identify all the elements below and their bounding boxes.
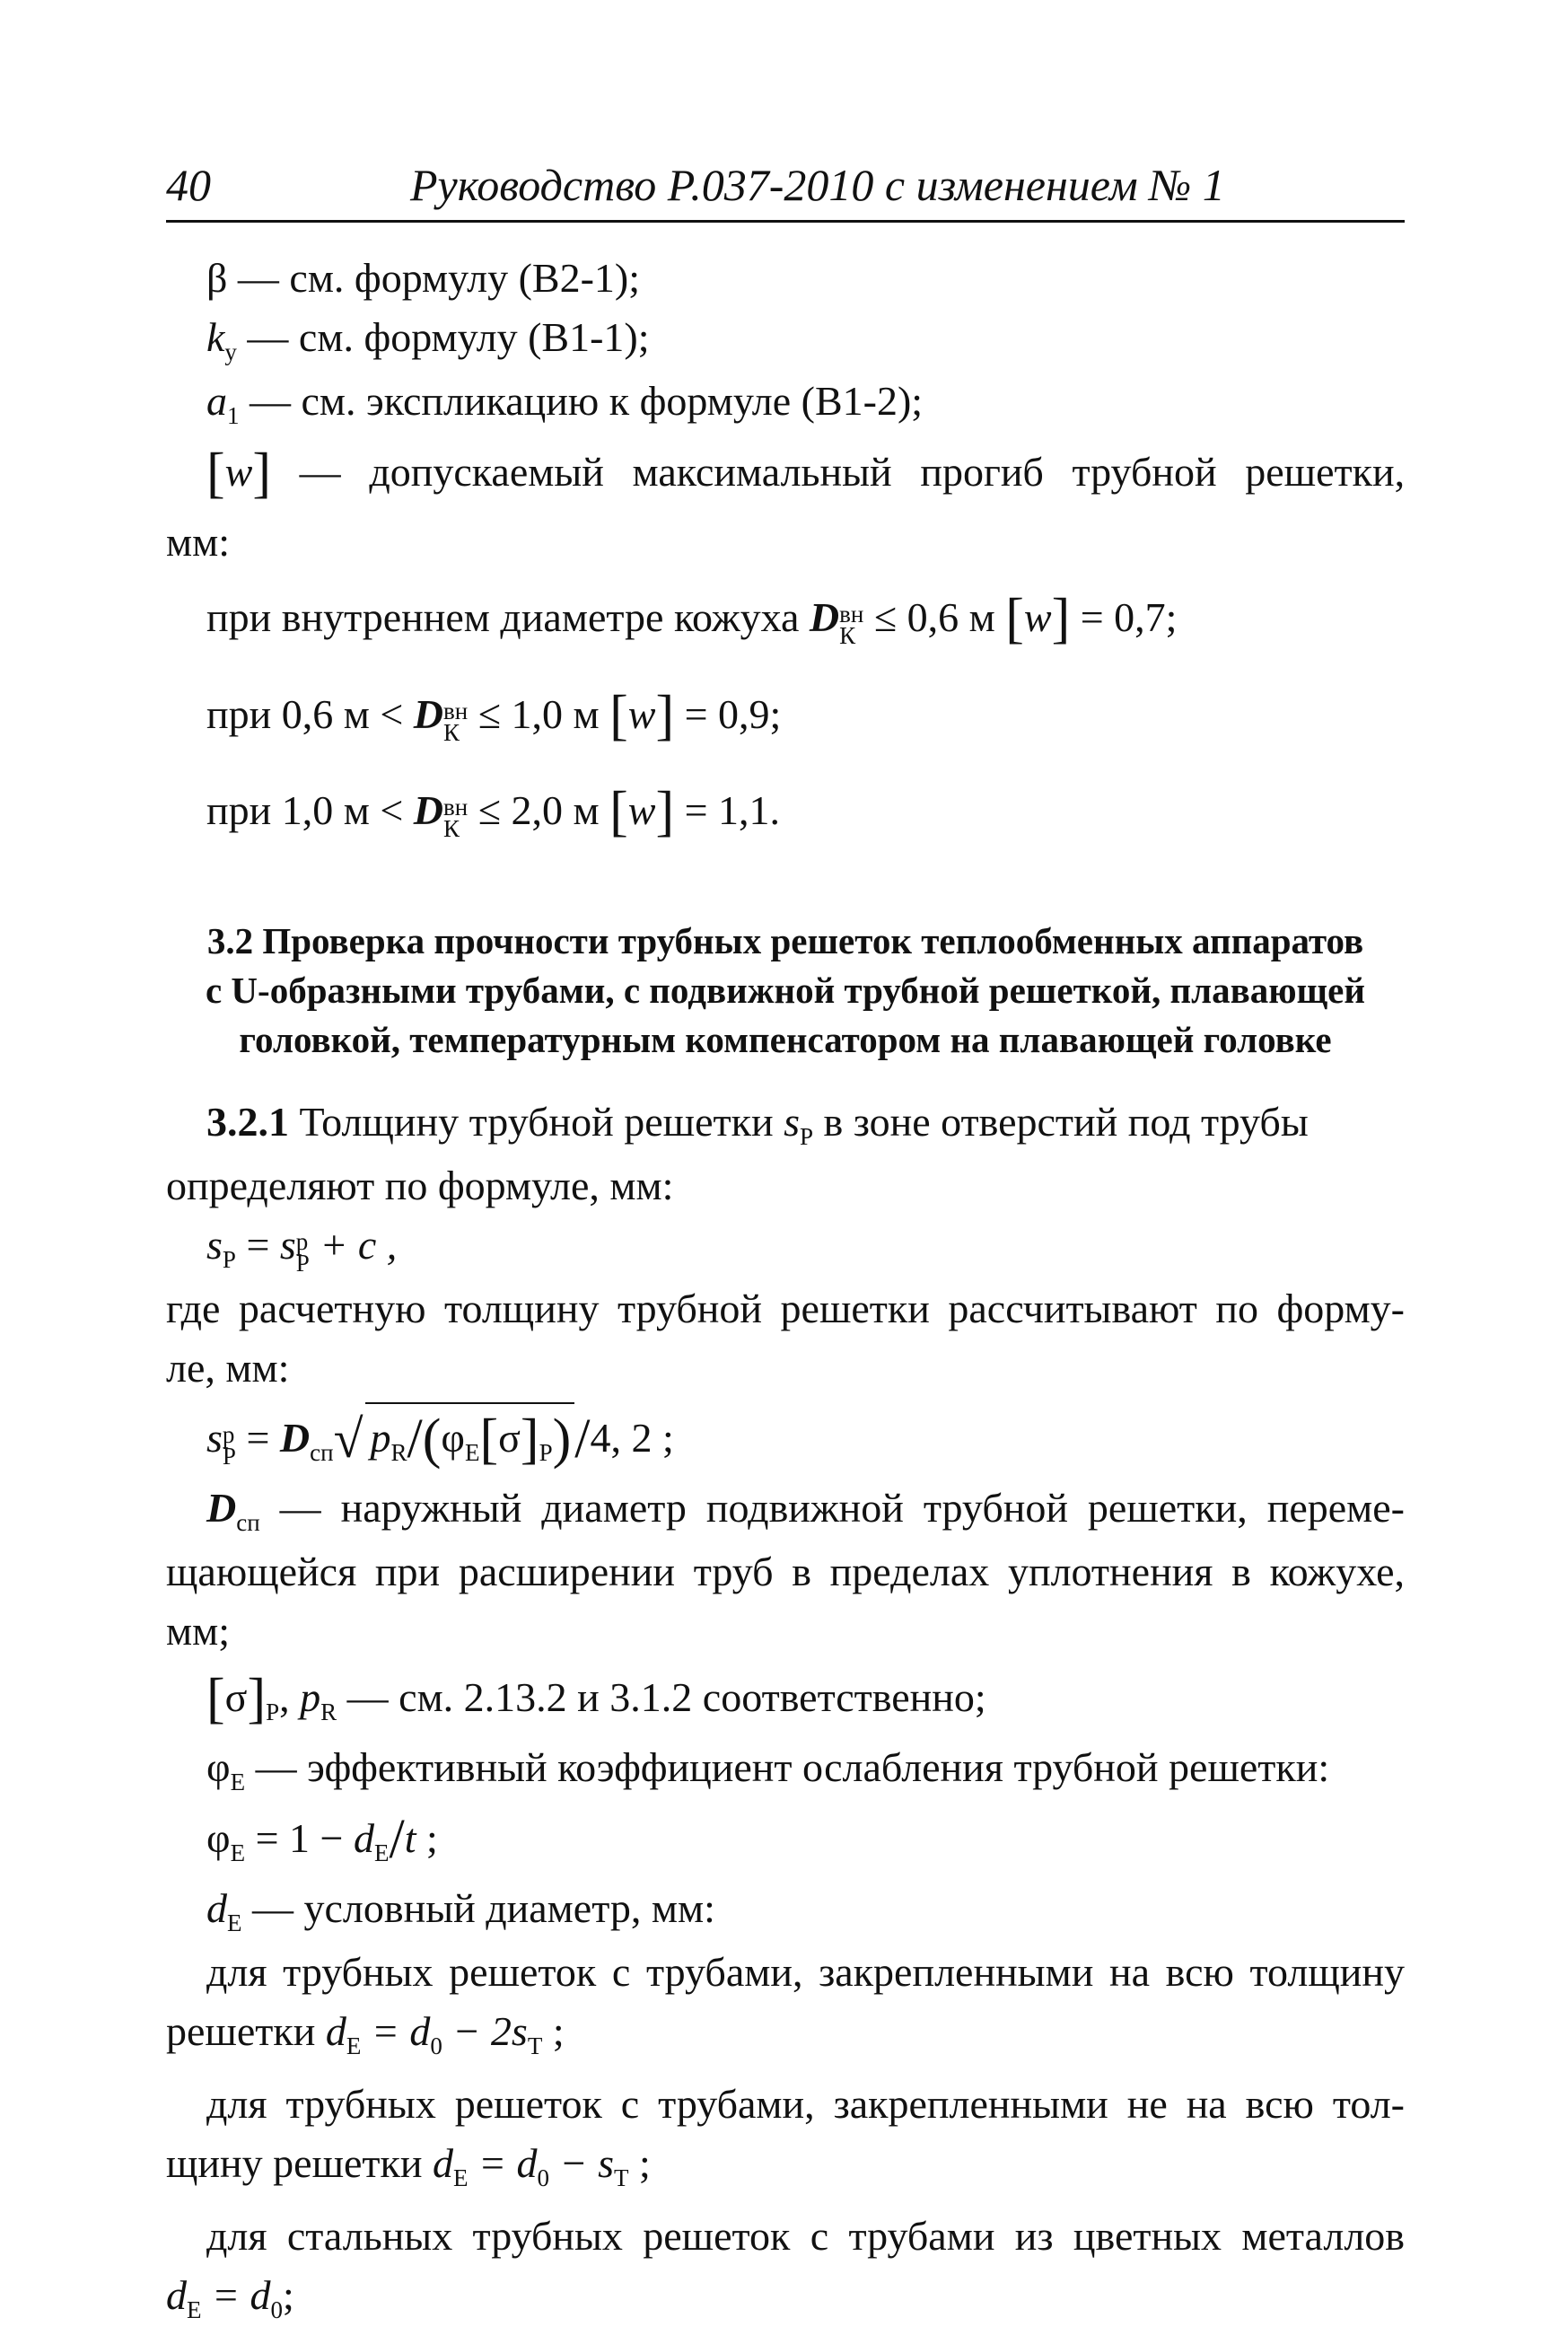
page-number: 40 bbox=[166, 160, 211, 210]
case-2-line1: для трубных решеток с трубами, закрепленными не на всю тол- bbox=[206, 2081, 1405, 2128]
def-phi: $\varphi_E$ — эффективный коэффициент ослабления трубной решетки: bbox=[206, 1743, 1330, 1796]
def-w-tail: мм: bbox=[166, 518, 230, 565]
def-w: [w] — допускаемый максимальный прогиб трубной решетки, bbox=[206, 443, 1406, 505]
case-1-line1: для трубных решеток с трубами, закрепленными на всю толщину bbox=[206, 1948, 1405, 1995]
formula-sp-calc: s р Р = $D_{сп}√$ $p_R/(\varphi_E[\sigma]_Р)/4$, 2 ; bbox=[166, 1402, 1405, 1474]
condition-2: при 0,6 м < D вн К ≤ 1,0 м [w] = 0,9; bbox=[206, 684, 782, 746]
formula-sp: $s_Р = s$ р Р + c , bbox=[206, 1222, 398, 1277]
para-321-cont: определяют по формуле, мм: bbox=[166, 1162, 674, 1208]
def-beta: β — см. формулу (В2-1); bbox=[206, 255, 640, 301]
document-title: Руководство Р.037-2010 с изменением № 1 bbox=[410, 160, 1225, 210]
def-dsp: $D_{сп}$ — наружный диаметр подвижной трубной решетки, переме- bbox=[206, 1484, 1405, 1537]
text-where-2: ле, мм: bbox=[166, 1345, 290, 1391]
def-ky: $k_y$ — см. формулу (В1-1); bbox=[206, 314, 650, 366]
section-heading: 3.2 Проверка прочности трубных решеток теплообменных аппаратов с U-образными трубами, с подвижной трубной решеткой, плавающей головкой, температурным компенсатором на плавающей головке bbox=[205, 919, 1365, 1060]
case-3-line1: для стальных трубных решеток с трубами из цветных металлов bbox=[206, 2213, 1405, 2260]
case-1-line2: решетки $d_E = d_0 - 2s_Т$ ; bbox=[166, 2007, 565, 2060]
def-sigma-pr: $[\sigma]_Р$, $p_R$ — см. 2.13.2 и 3.1.2 соответственно; bbox=[206, 1668, 986, 1730]
case-3-line2: $d_E = d_0$; bbox=[166, 2272, 294, 2324]
def-dsp-3: мм; bbox=[166, 1608, 230, 1655]
text-where-1: где расчетную толщину трубной решетки рассчитывают по форму- bbox=[166, 1286, 1405, 1332]
condition-3: при 1,0 м < D вн К ≤ 2,0 м [w] = 1,1. bbox=[206, 781, 781, 843]
page-header bbox=[166, 160, 1405, 223]
def-de: $d_E$ — условный диаметр, мм: bbox=[206, 1884, 715, 1936]
def-a1: $a_1$ — см. экспликацию к формуле (В1-2); bbox=[206, 378, 924, 430]
condition-1: при внутреннем диаметре кожуха D вн К ≤ 0,6 м [w] = 0,7; bbox=[206, 588, 1178, 650]
formula-phi: $\varphi_E = 1 - d_E/t$ ; bbox=[206, 1809, 438, 1871]
case-2-line2: щину решетки $d_E = d_0 - s_Т$ ; bbox=[166, 2140, 651, 2192]
page-content bbox=[166, 253, 1405, 2335]
def-dsp-2: щающейся при расширении труб в пределах уплотнения в кожухе, bbox=[166, 1549, 1405, 1595]
para-321: 3.2.1 Толщину трубной решетки $s_Р$ в зоне отверстий под трубы bbox=[206, 1098, 1309, 1150]
